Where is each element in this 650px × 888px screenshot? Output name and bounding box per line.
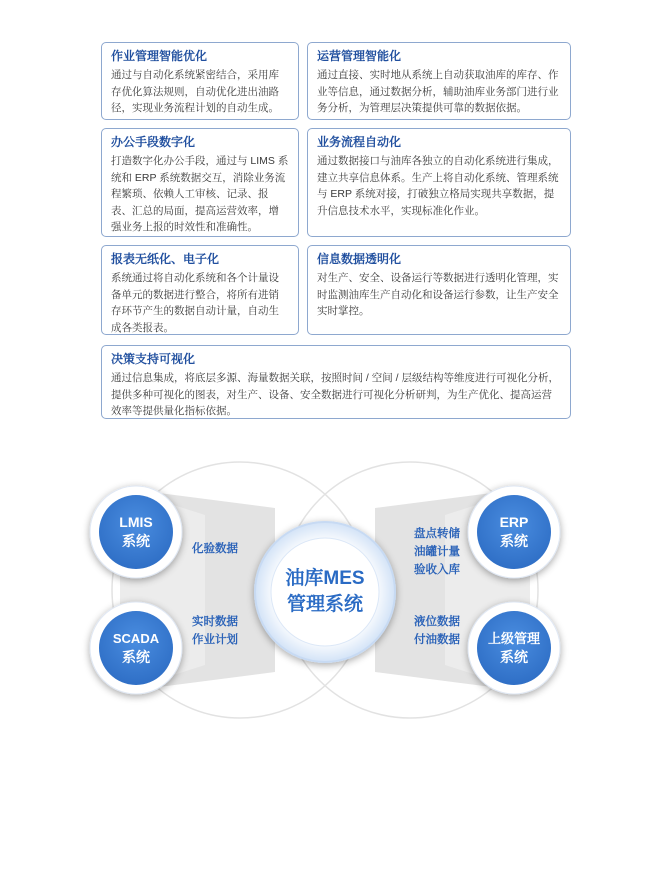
lmis-label-line1: LMIS <box>119 514 153 530</box>
lmis-node <box>90 486 182 578</box>
card-body: 通过直接、实时地从系统上自动获取油库的库存、作业等信息，通过数据分析，辅助油库业务部门进行业务分析，为管理层决策提供可靠的数据依据。 <box>317 69 559 114</box>
card-title: 运营管理智能化 <box>317 49 402 63</box>
card-job-optimization <box>101 42 299 120</box>
card-title: 办公手段数字化 <box>111 135 196 149</box>
card-decision-visualization <box>101 345 571 419</box>
card-office-digital <box>101 128 299 237</box>
lmis-label-line2: 系统 <box>122 533 150 549</box>
card-data-transparency <box>307 245 571 335</box>
card-title: 报表无纸化、电子化 <box>111 252 220 266</box>
flow-realtime-data: 实时数据 <box>192 616 238 628</box>
card-title: 信息数据透明化 <box>317 252 402 266</box>
superior-label-line1: 上级管理 <box>487 631 541 646</box>
card-report-paperless <box>101 245 299 335</box>
card-body: 通过信息集成，将底层多源、海量数据关联，按照时间 / 空间 / 层级结构等维度进行可视化分析，提供多种可视化的图表，对生产、设备、安全数据进行可视化分析研判，为生产优化、提高运营效率等提供量化指标依据。 <box>111 372 560 417</box>
center-title-line1: 油库MES <box>285 568 365 589</box>
erp-node <box>468 486 560 578</box>
card-process-automation <box>307 128 571 237</box>
card-body: 对生产、安全、设备运行等数据进行透明化管理，实时监测油库生产自动化和设备运行参数，让生产安全实时掌控。 <box>317 272 559 317</box>
flow-tank-metering: 油罐计量 <box>414 546 460 558</box>
scada-node <box>90 602 182 694</box>
erp-label-line2: 系统 <box>500 533 528 549</box>
flow-job-plan: 作业计划 <box>192 634 238 646</box>
scada-label-line2: 系统 <box>122 649 150 665</box>
card-title: 作业管理智能优化 <box>111 49 208 63</box>
flow-lab-data: 化验数据 <box>192 543 238 555</box>
mes-system-diagram <box>0 460 650 750</box>
card-title: 决策支持可视化 <box>111 352 196 366</box>
scada-label-line1: SCADA <box>112 631 160 646</box>
card-body: 通过数据接口与油库各独立的自动化系统进行集成，建立共享信息体系。生产上将自动化系统、管理系统与 ERP 系统对接，打破独立格局实现共享数据，提升信息技术水平，实现标准化作业。 <box>317 155 559 217</box>
card-title: 业务流程自动化 <box>317 135 402 149</box>
card-body: 打造数字化办公手段，通过与 LIMS 系统和 ERP 系统数据交互，消除业务流程繁琐、依赖人工审核、记录、报表、汇总的局面，提高运营效率，增强业务上报的时效性和准确性。 <box>111 155 289 233</box>
center-title-line2: 管理系统 <box>286 594 364 615</box>
flow-acceptance-storage: 验收入库 <box>414 564 460 576</box>
flow-inventory-transfer: 盘点转储 <box>414 528 460 540</box>
flow-dispatch-data: 付油数据 <box>414 634 460 646</box>
card-body: 通过与自动化系统紧密结合，采用库存优化算法规则，自动优化进出油路径，实现业务流程计划的自动生成。 <box>111 69 279 114</box>
card-operation-intelligence <box>307 42 571 120</box>
superior-label-line2: 系统 <box>500 649 528 665</box>
superior-system-node <box>468 602 560 694</box>
flow-level-data: 液位数据 <box>414 616 460 628</box>
card-body: 系统通过将自动化系统和各个计量设备单元的数据进行整合，将所有进销存环节产生的数据自动计量，自动生成各类报表。 <box>111 272 279 334</box>
erp-label-line1: ERP <box>499 514 529 530</box>
